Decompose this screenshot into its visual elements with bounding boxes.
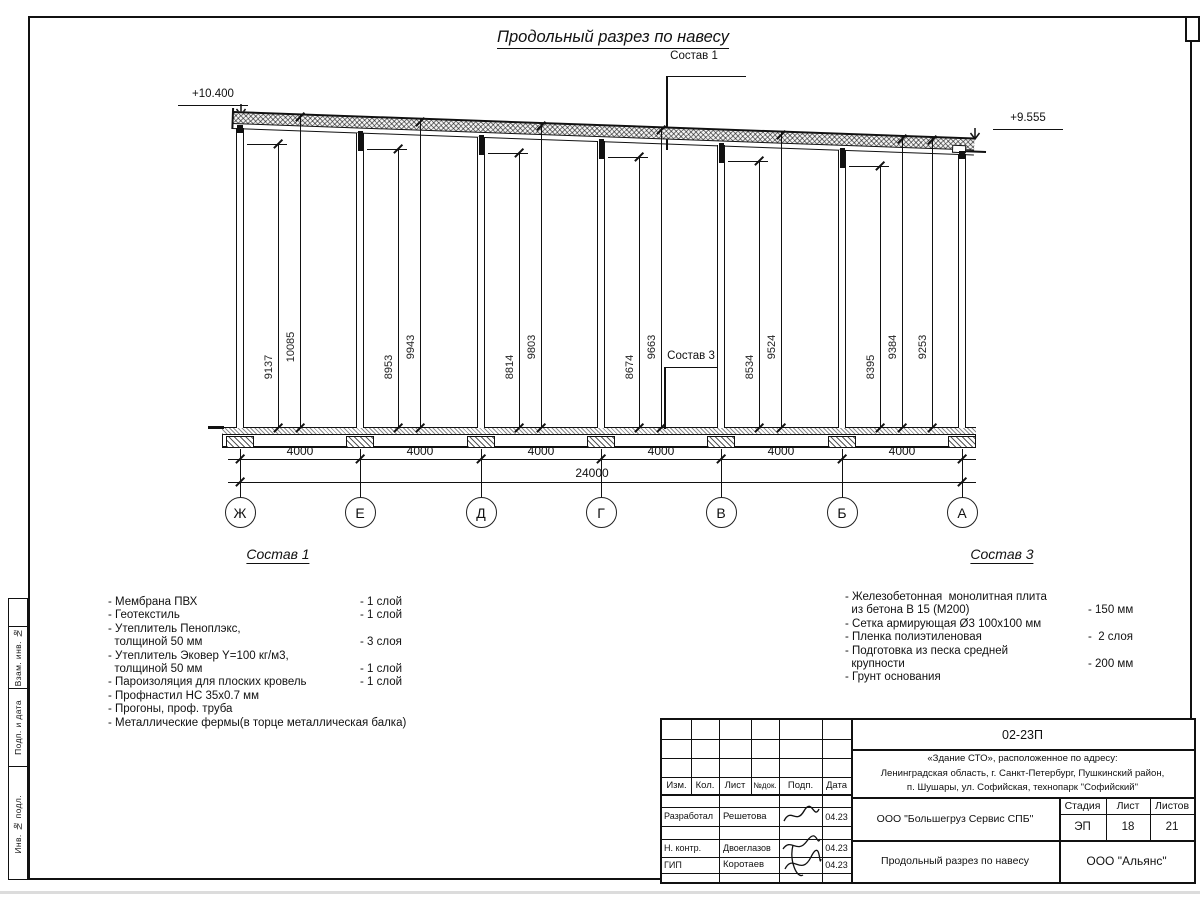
column-connection xyxy=(479,135,484,155)
dim-line-bays xyxy=(228,459,976,460)
composition-item xyxy=(845,618,1155,631)
elevation-right: +9.555 xyxy=(1010,112,1046,124)
side-stamp-cell xyxy=(9,627,27,689)
footing xyxy=(467,436,495,448)
leader-sostav1-shelf xyxy=(666,76,746,77)
column-axis-Д xyxy=(477,137,485,428)
composition-item-qty: - 1 слой xyxy=(360,662,403,675)
titleblock-vline xyxy=(691,720,692,794)
composition-item-name: - Пароизоляция для плоских кровель xyxy=(108,676,307,689)
height-dim-line xyxy=(519,153,520,428)
column-axis-Ж xyxy=(236,128,244,428)
composition-item-qty: - 150 мм xyxy=(1088,604,1134,617)
height-ext-line xyxy=(849,166,889,167)
footing xyxy=(948,436,976,448)
company-name: ООО "Большегруз Сервис СПБ" xyxy=(876,812,1034,825)
column-connection xyxy=(840,148,845,168)
height-dim-line xyxy=(661,127,662,428)
page-title: Продольный разрез по навесу xyxy=(497,28,729,49)
composition-item xyxy=(108,663,448,676)
row-ncontrol-date: 04.23 xyxy=(825,843,848,853)
titleblock-hline xyxy=(662,857,851,858)
height-dim-label: 9803 xyxy=(526,334,538,360)
axis-bubble-Е: Е xyxy=(345,497,376,528)
bay-dim-label: 4000 xyxy=(406,444,434,458)
composition-item-name: из бетона В 15 (М200) xyxy=(845,604,970,617)
col-data-label: Дата xyxy=(825,780,848,791)
total-dim-label: 24000 xyxy=(575,466,609,480)
height-dim-label: 9663 xyxy=(646,334,658,360)
titleblock-hline xyxy=(851,749,1194,751)
titleblock-vline xyxy=(851,720,853,882)
col-list-label: Лист xyxy=(724,780,746,791)
bay-dim-label: 4000 xyxy=(888,444,916,458)
height-dim-label: 9253 xyxy=(917,334,929,360)
bay-dim-label: 4000 xyxy=(767,444,795,458)
titleblock-vline xyxy=(1150,797,1151,840)
height-dim-label: 9524 xyxy=(766,334,778,360)
height-dim-line xyxy=(541,123,542,428)
composition-item-name: - Геотекстиль xyxy=(108,609,180,622)
object-address xyxy=(853,752,1192,796)
composition-item-qty: - 200 мм xyxy=(1088,657,1134,670)
titleblock-vline xyxy=(751,720,752,794)
object-address-line2: Ленинградская область, г. Санкт-Петербург, Пушкинский район, xyxy=(880,767,1165,779)
composition-item-name: - Прогоны, проф. труба xyxy=(108,703,233,716)
slab-left-step xyxy=(208,426,224,429)
composition-item xyxy=(845,631,1155,644)
composition-item-qty: - 3 слоя xyxy=(360,636,402,649)
composition-item xyxy=(108,650,448,663)
composition-item-name: крупности xyxy=(845,657,905,670)
elevation-left: +10.400 xyxy=(192,88,234,100)
composition3-list xyxy=(845,591,1155,685)
page-edge-shadow xyxy=(0,891,1200,894)
height-ext-line xyxy=(608,157,648,158)
row-ncontrol-role: Н. контр. xyxy=(664,843,702,853)
composition-item-name: толщиной 50 мм xyxy=(108,662,203,675)
stage-label: Стадия xyxy=(1064,799,1101,812)
axis-bubble-В: В xyxy=(706,497,737,528)
composition1-list xyxy=(108,596,448,730)
composition-item xyxy=(108,690,448,703)
row-gip-name: Коротаев xyxy=(723,859,765,870)
column-axis-Г xyxy=(597,141,605,428)
composition-item xyxy=(108,636,448,649)
column-connection xyxy=(358,131,363,151)
height-dim-line xyxy=(880,166,881,428)
titleblock-hline xyxy=(662,826,851,827)
composition3-title: Состав 3 xyxy=(970,546,1034,562)
height-dim-line xyxy=(781,132,782,428)
bay-dim-label: 4000 xyxy=(286,444,314,458)
titleblock-hline xyxy=(662,758,851,759)
column-cap xyxy=(959,151,965,159)
composition-item xyxy=(845,604,1155,617)
titleblock-hline xyxy=(1059,814,1194,815)
height-dim-label: 8534 xyxy=(744,354,756,380)
doc-number: 02-23П xyxy=(1002,728,1043,742)
height-dim-label: 8395 xyxy=(865,354,877,380)
footing xyxy=(587,436,615,448)
side-stamp-cell xyxy=(9,767,27,881)
titleblock-hline xyxy=(851,797,1194,799)
composition-item-qty: - 1 слой xyxy=(360,609,403,622)
composition-item-name: - Металлические фермы(в торце металлическая балка) xyxy=(108,716,407,729)
composition1-title: Состав 1 xyxy=(246,546,310,562)
height-dim-label: 9137 xyxy=(263,354,275,380)
corner-stamp-box xyxy=(1185,16,1200,42)
height-dim-line xyxy=(278,144,279,428)
drawing-name: Продольный разрез по навесу xyxy=(881,855,1029,867)
org-name: ООО "Альянс" xyxy=(1086,854,1167,868)
height-ext-line xyxy=(367,149,407,150)
row-gip-role: ГИП xyxy=(664,860,682,870)
row-developer-role: Разработал xyxy=(664,811,713,821)
column-axis-Б xyxy=(838,150,846,428)
composition-item-name: - Грунт основания xyxy=(845,671,941,684)
column-connection xyxy=(719,143,724,163)
composition-item-name: - Профнастил НС 35х0.7 мм xyxy=(108,689,259,702)
composition-item xyxy=(845,671,1155,684)
bay-dim-label: 4000 xyxy=(647,444,675,458)
titleblock-hline xyxy=(662,807,851,808)
leader-sostav3-label: Состав 3 xyxy=(667,350,715,362)
side-stamp-label: Взам. инв. № xyxy=(13,628,23,687)
footing xyxy=(707,436,735,448)
titleblock-hline xyxy=(662,777,851,778)
stage-value: ЭП xyxy=(1074,821,1091,833)
side-stamp-cell xyxy=(9,689,27,767)
axis-bubble-Д: Д xyxy=(466,497,497,528)
leader-sostav3-shelf xyxy=(664,367,722,368)
col-kol-label: Кол. xyxy=(695,780,715,791)
composition-item xyxy=(108,676,448,689)
side-stamp-label: Инв. № подл. xyxy=(13,794,23,854)
side-stamp-label: Подп. и дата xyxy=(13,700,23,755)
col-ndoc-label: №док. xyxy=(753,781,777,790)
column-connection xyxy=(599,139,604,159)
leader-sostav3-line xyxy=(664,367,666,429)
height-ext-line xyxy=(488,153,528,154)
footing xyxy=(828,436,856,448)
composition-item-name: толщиной 50 мм xyxy=(108,636,203,649)
composition-item xyxy=(845,645,1155,658)
column-axis-Е xyxy=(356,133,364,428)
leader-sostav1-label: Состав 1 xyxy=(670,50,718,62)
row-gip-date: 04.23 xyxy=(825,860,848,870)
height-dim-line xyxy=(902,136,903,428)
sheet-value: 18 xyxy=(1121,821,1135,833)
height-ext-line xyxy=(247,144,287,145)
titleblock-hline xyxy=(662,839,851,840)
composition-item-qty: - 1 слой xyxy=(360,596,403,608)
height-dim-line xyxy=(932,137,933,428)
footing xyxy=(226,436,254,448)
composition-item-qty: - 2 слоя xyxy=(1088,631,1134,644)
dim-line-total xyxy=(228,482,976,483)
height-dim-label: 8814 xyxy=(504,354,516,380)
row-developer-name: Решетова xyxy=(723,811,767,822)
titleblock-hline xyxy=(662,739,851,740)
titleblock-hline xyxy=(662,794,851,796)
height-dim-label: 9943 xyxy=(405,334,417,360)
height-dim-label: 8953 xyxy=(383,354,395,380)
height-dim-line xyxy=(398,149,399,428)
composition-item-name: - Железобетонная монолитная плита xyxy=(845,591,1047,603)
side-stamp-empty-cell xyxy=(9,599,27,627)
titleblock-hline xyxy=(662,873,851,874)
composition-item xyxy=(108,717,448,730)
composition-item xyxy=(845,658,1155,671)
composition-item-name: - Мембрана ПВХ xyxy=(108,596,198,608)
signature-developer xyxy=(781,805,821,827)
axis-bubble-Б: Б xyxy=(827,497,858,528)
height-dim-line xyxy=(300,114,301,428)
footing xyxy=(346,436,374,448)
column-axis-А xyxy=(958,154,966,428)
height-dim-line xyxy=(759,161,760,428)
composition-item-name: - Утеплитель Пеноплэкс, xyxy=(108,622,241,635)
composition-item xyxy=(108,703,448,716)
composition-item-name: - Утеплитель Эковер Y=100 кг/м3, xyxy=(108,649,289,662)
composition-item xyxy=(845,591,1155,604)
height-dim-label: 9384 xyxy=(887,334,899,360)
side-stamp xyxy=(8,598,28,880)
object-address-line3: п. Шушары, ул. Софийская, технопарк "Софийский" xyxy=(906,782,1139,793)
composition-item-qty: - 1 слой xyxy=(360,676,403,689)
axis-bubble-Г: Г xyxy=(586,497,617,528)
col-izm-label: Изм. xyxy=(666,780,687,791)
bay-dim-label: 4000 xyxy=(527,444,555,458)
title-block xyxy=(660,718,1196,884)
composition-item-name: - Сетка армирующая Ø3 100х100 мм xyxy=(845,617,1042,630)
elevation-right-underline xyxy=(993,129,1063,130)
row-ncontrol-name: Двоеглазов xyxy=(723,843,771,853)
titleblock-hline xyxy=(851,840,1194,842)
axis-bubble-А: А xyxy=(947,497,978,528)
composition-item-name: - Пленка полиэтиленовая xyxy=(845,631,982,644)
sheets-value: 21 xyxy=(1165,821,1179,833)
composition-item xyxy=(108,623,448,636)
object-address-line1: «Здание СТО», расположенное по адресу: xyxy=(927,753,1118,764)
column-axis-В xyxy=(717,145,725,428)
height-ext-line xyxy=(728,161,768,162)
height-dim-line xyxy=(420,119,421,428)
composition-item xyxy=(108,596,448,609)
axis-bubble-Ж: Ж xyxy=(225,497,256,528)
titleblock-vline xyxy=(1106,797,1107,840)
composition-item-name: - Подготовка из песка средней xyxy=(845,644,1009,657)
sheet-label: Лист xyxy=(1116,799,1140,812)
sheets-label: Листов xyxy=(1154,799,1190,812)
row-developer-date: 04.23 xyxy=(825,811,848,822)
height-dim-label: 8674 xyxy=(624,354,636,380)
column-cap xyxy=(237,125,243,133)
height-dim-line xyxy=(639,157,640,428)
composition-item xyxy=(108,609,448,622)
height-dim-label: 10085 xyxy=(285,331,297,363)
col-podp-label: Подп. xyxy=(787,780,814,791)
